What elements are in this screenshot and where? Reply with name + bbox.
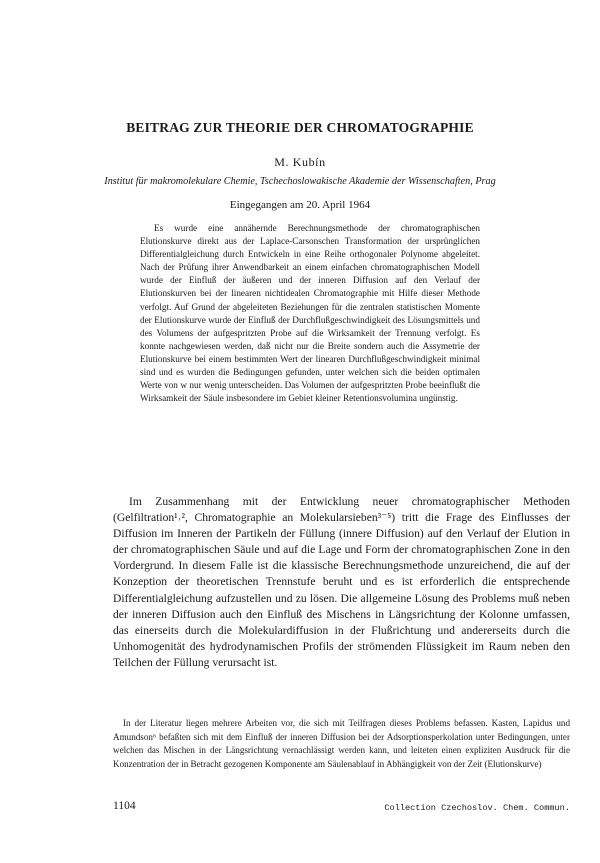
received-date: Eingegangen am 20. April 1964 <box>229 199 371 211</box>
page-number: 1104 <box>113 800 136 812</box>
body-paragraph-intro: Im Zusammenhang mit der Entwicklung neuer chromatographischer Methoden (Gelfiltration¹˒², Chromatographie an Molekularsieben³⁻⁵) tritt die Frage des Einflusses der Diffusion im Inneren der Partikeln der Füllung (innere Diffusion) auf den Verlauf der Elution in der chromatographischen Säule und auf die Lage und Form der chromatographischen Zone in den Vordergrund. In diesem Falle ist die klassische Berechnungsmethode unzureichend, die auf der Konzeption der theoretischen Trennstufe beruht und es ist erforderlich die entsprechende Differentialgleichung aufzustellen und zu lösen. Die allgemeine Lösung des Problems muß neben der inneren Diffusion auch den Einfluß des Mischens in Längsrichtung der Kolonne umfassen, das einerseits durch die Molekulardiffusion in der Flußrichtung und andererseits durch die Unhomogenität des hydrodynamischen Profils der strömenden Flüssigkeit im Raum neben den Teilchen der Füllung verursacht ist. <box>113 495 570 669</box>
author-name: M. Kubín <box>274 155 326 169</box>
body-paragraph-literature: In der Literatur liegen mehrere Arbeiten vor, die sich mit Teilfragen dieses Problems befassen. Kasten, Lapidus und Amundson⁶ befaßten sich mit dem Einfluß der inneren Diffusion bei der Adsorptionsperkolation unter Bedingungen, unter welchen das Mischen in der Längsrichtung vernachlässigt werden kann, und leiteten einen expliziten Ausdruck für die Konzentration der in Betracht gezogenen Komponente am Säulenablauf in Abhängigkeit von der Zeit (Elutionskurve) <box>113 718 570 769</box>
author-affiliation: Institut für makromolekulare Chemie, Tschechoslowakische Akademie der Wissenschaften, Prag <box>104 176 496 187</box>
abstract: Es wurde eine annähernde Berechnungsmethode der chromatographischen Elutionskurve direkt aus der Laplace-Carsonschen Transformation der ursprünglichen Differentialgleichung durch Entwickeln in eine Reihe orthogonaler Polynome abgeleitet. Nach der Prüfung ihrer Anwendbarkeit an einem einfachen chromatographischen Modell wurde der Einfluß der äußeren und der inneren Diffusion auf den Verlauf der Elutionskurven bei der linearen nichtidealen Chromatographie mit Hilfe dieser Methode verfolgt. Auf Grund der abgeleiteten Beziehungen für die zentralen statistischen Momente der Elutionskurve wurde der Einfluß der Durchflußgeschwindigkeit des Lösungsmittels und des Volumens der aufgespritzten Probe auf die Wirksamkeit der Trennung verfolgt. Es konnte nachgewiesen werden, daß nicht nur die Breite sondern auch die Assymetrie der Elutionskurve bei einem bestimmten Wert der linearen Durchflußgeschwindigkeit minimal sind und es wurden die Bedingungen gefunden, unter welchen sich die beiden optimalen Werte von w nur wenig unterscheiden. Das Volumen der aufgespritzten Probe beeinflußt die Wirksamkeit der Säule insbesondere im Gebiet kleiner Retentionsvolumina ungünstig. <box>140 223 480 404</box>
article-title: BEITRAG ZUR THEORIE DER CHROMATOGRAPHIE <box>126 120 474 135</box>
journal-footer: Collection Czechoslov. Chem. Commun. <box>384 803 570 813</box>
